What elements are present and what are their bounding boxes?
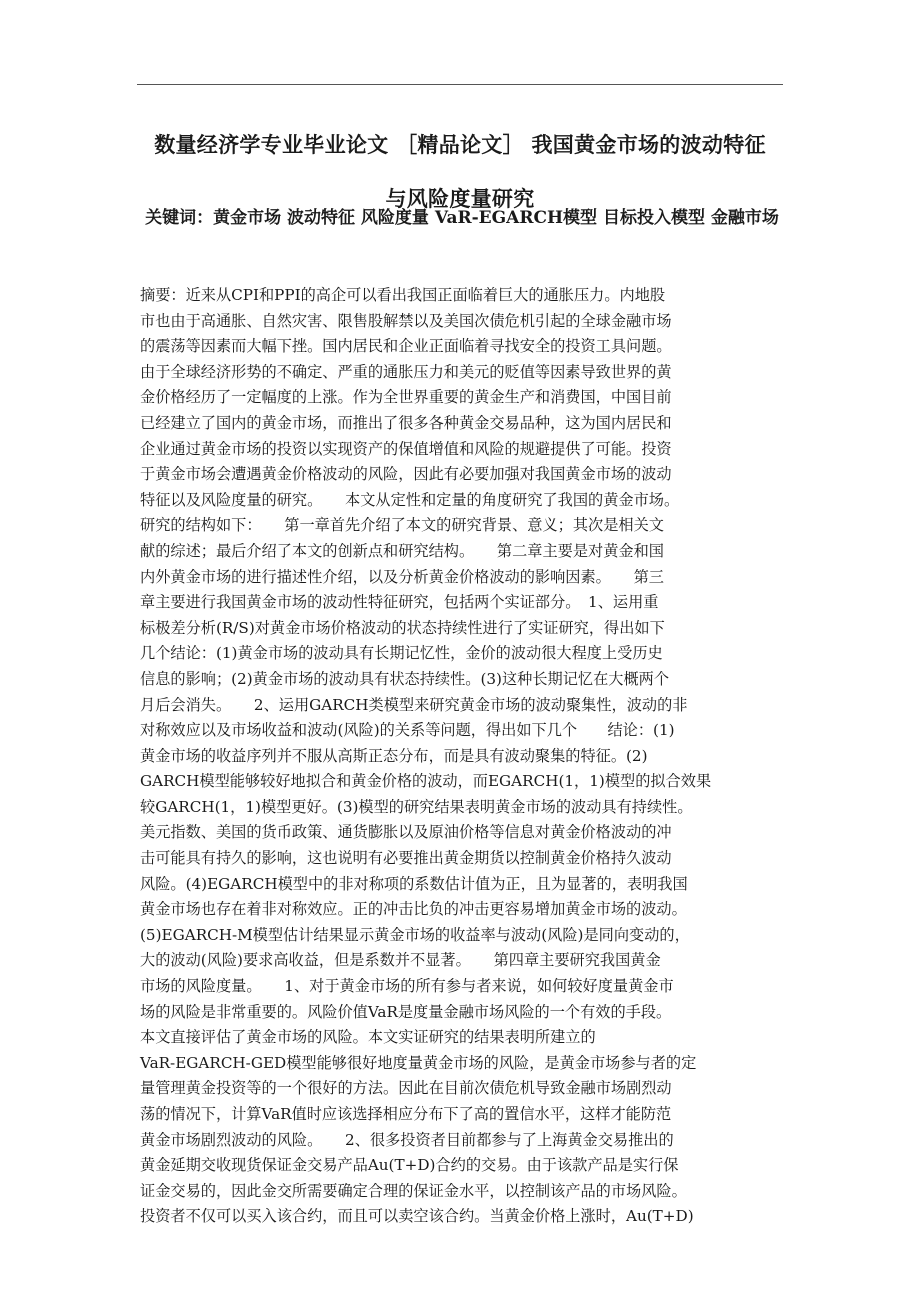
title-line-2: 与风险度量研究 <box>385 186 535 211</box>
abstract-line: 市也由于高通胀、自然灾害、限售股解禁以及美国次债危机引起的全球金融市场 <box>140 311 672 330</box>
abstract-line: 已经建立了国内的黄金市场，而推出了很多各种黄金交易品种，这为国内居民和 <box>140 413 672 432</box>
abstract-line: 几个结论：(1)黄金市场的波动具有长期记忆性，金价的波动很大程度上受历史 <box>140 644 663 663</box>
abstract-line: 美元指数、美国的货币政策、通货膨胀以及原油价格等信息对黄金价格波动的冲 <box>140 823 672 842</box>
abstract-line: 企业通过黄金市场的投资以实现资产的保值增值和风险的规避提供了可能。投资 <box>140 439 672 458</box>
abstract-line: 投资者不仅可以买入该合约，而且可以卖空该合约。当黄金价格上涨时，Au(T+D) <box>140 1207 694 1226</box>
abstract-line: 风险。(4)EGARCH模型中的非对称项的系数估计值为正，且为显著的，表明我国 <box>140 874 688 893</box>
abstract-line: 证金交易的，因此金交所需要确定合理的保证金水平，以控制该产品的市场风险。 <box>140 1181 687 1200</box>
abstract-line: 月后会消失。 2、运用GARCH类模型来研究黄金市场的波动聚集性，波动的非 <box>140 695 688 714</box>
abstract-line: 的震荡等因素而大幅下挫。国内居民和企业正面临着寻找安全的投资工具问题。 <box>140 337 672 356</box>
abstract-line: 特征以及风险度量的研究。 本文从定性和定量的角度研究了我国的黄金市场。 <box>140 490 680 509</box>
abstract-line: 于黄金市场会遭遇黄金价格波动的风险，因此有必要加强对我国黄金市场的波动 <box>140 465 672 484</box>
abstract-line: 献的综述；最后介绍了本文的创新点和研究结构。 第二章主要是对黄金和国 <box>140 541 664 560</box>
abstract-line: 金价格经历了一定幅度的上涨。作为全世界重要的黄金生产和消费国，中国目前 <box>140 388 672 407</box>
abstract-line: 对称效应以及市场收益和波动(风险)的关系等问题，得出如下几个 结论：(1) <box>140 721 675 740</box>
abstract-line: 击可能具有持久的影响，这也说明有必要推出黄金期货以控制黄金价格持久波动 <box>140 849 672 868</box>
abstract-line: (5)EGARCH-M模型估计结果显示黄金市场的收益率与波动(风险)是同向变动的， <box>140 925 690 944</box>
abstract-line: 市场的风险度量。 1、对于黄金市场的所有参与者来说，如何较好度量黄金市 <box>140 977 674 996</box>
title-line-1: 数量经济学专业毕业论文 ［精品论文］ 我国黄金市场的波动特征 <box>154 132 766 157</box>
abstract-line: 研究的结构如下： 第一章首先介绍了本文的研究背景、意义；其次是相关文 <box>140 516 664 535</box>
abstract-line: 荡的情况下，计算VaR值时应该选择相应分布下了高的置信水平，这样才能防范 <box>140 1105 672 1123</box>
abstract-line: 黄金延期交收现货保证金交易产品Au(T+D)合约的交易。由于该款产品是实行保 <box>140 1156 679 1175</box>
abstract-line: 大的波动(风险)要求高收益，但是系数并不显著。 第四章主要研究我国黄金 <box>140 951 661 970</box>
abstract-line: 内外黄金市场的进行描述性介绍，以及分析黄金价格波动的影响因素。 第三 <box>140 567 664 586</box>
abstract-line: GARCH模型能够较好地拟合和黄金价格的波动，而EGARCH(1，1)模型的拟合效果 <box>140 772 712 791</box>
abstract-line: 信息的影响；(2)黄金市场的波动具有状态持续性。(3)这种长期记忆在大概两个 <box>140 669 670 688</box>
keywords: 关键词：黄金市场 波动特征 风险度量 VaR-EGARCH模型 目标投入模型 金融市场 <box>145 208 779 228</box>
abstract-line: 黄金市场的收益序列并不服从高斯正态分布，而是具有波动聚集的特征。(2) <box>140 746 648 765</box>
abstract-line: 本文直接评估了黄金市场的风险。本文实证研究的结果表明所建立的 <box>140 1028 596 1047</box>
abstract-line: 量管理黄金投资等的一个很好的方法。因此在目前次债危机导致金融市场剧烈动 <box>140 1079 672 1098</box>
abstract-line: 黄金市场剧烈波动的风险。 2、很多投资者目前都参与了上海黄金交易推出的 <box>140 1130 674 1149</box>
abstract-line: 摘要：近来从CPI和PPI的高企可以看出我国正面临着巨大的通胀压力。内地股 <box>140 286 666 304</box>
abstract-line: 由于全球经济形势的不确定、严重的通胀压力和美元的贬值等因素导致世界的黄 <box>140 362 672 381</box>
abstract-body <box>140 283 790 1230</box>
abstract-line: 标极差分析(R/S)对黄金市场价格波动的状态持续性进行了实证研究，得出如下 <box>140 618 665 637</box>
abstract-line: 黄金市场也存在着非对称效应。正的冲击比负的冲击更容易增加黄金市场的波动。 <box>140 900 687 919</box>
header-rule <box>137 84 783 85</box>
abstract-line: 章主要进行我国黄金市场的波动性特征研究，包括两个实证部分。 1、运用重 <box>140 593 659 612</box>
abstract-line: 场的风险是非常重要的。风险价值VaR是度量金融市场风险的一个有效的手段。 <box>140 1002 672 1021</box>
abstract-line: VaR-EGARCH-GED模型能够很好地度量黄金市场的风险，是黄金市场参与者的定 <box>140 1053 697 1072</box>
abstract-line: 较GARCH(1，1)模型更好。(3)模型的研究结果表明黄金市场的波动具有持续性。 <box>140 797 693 816</box>
